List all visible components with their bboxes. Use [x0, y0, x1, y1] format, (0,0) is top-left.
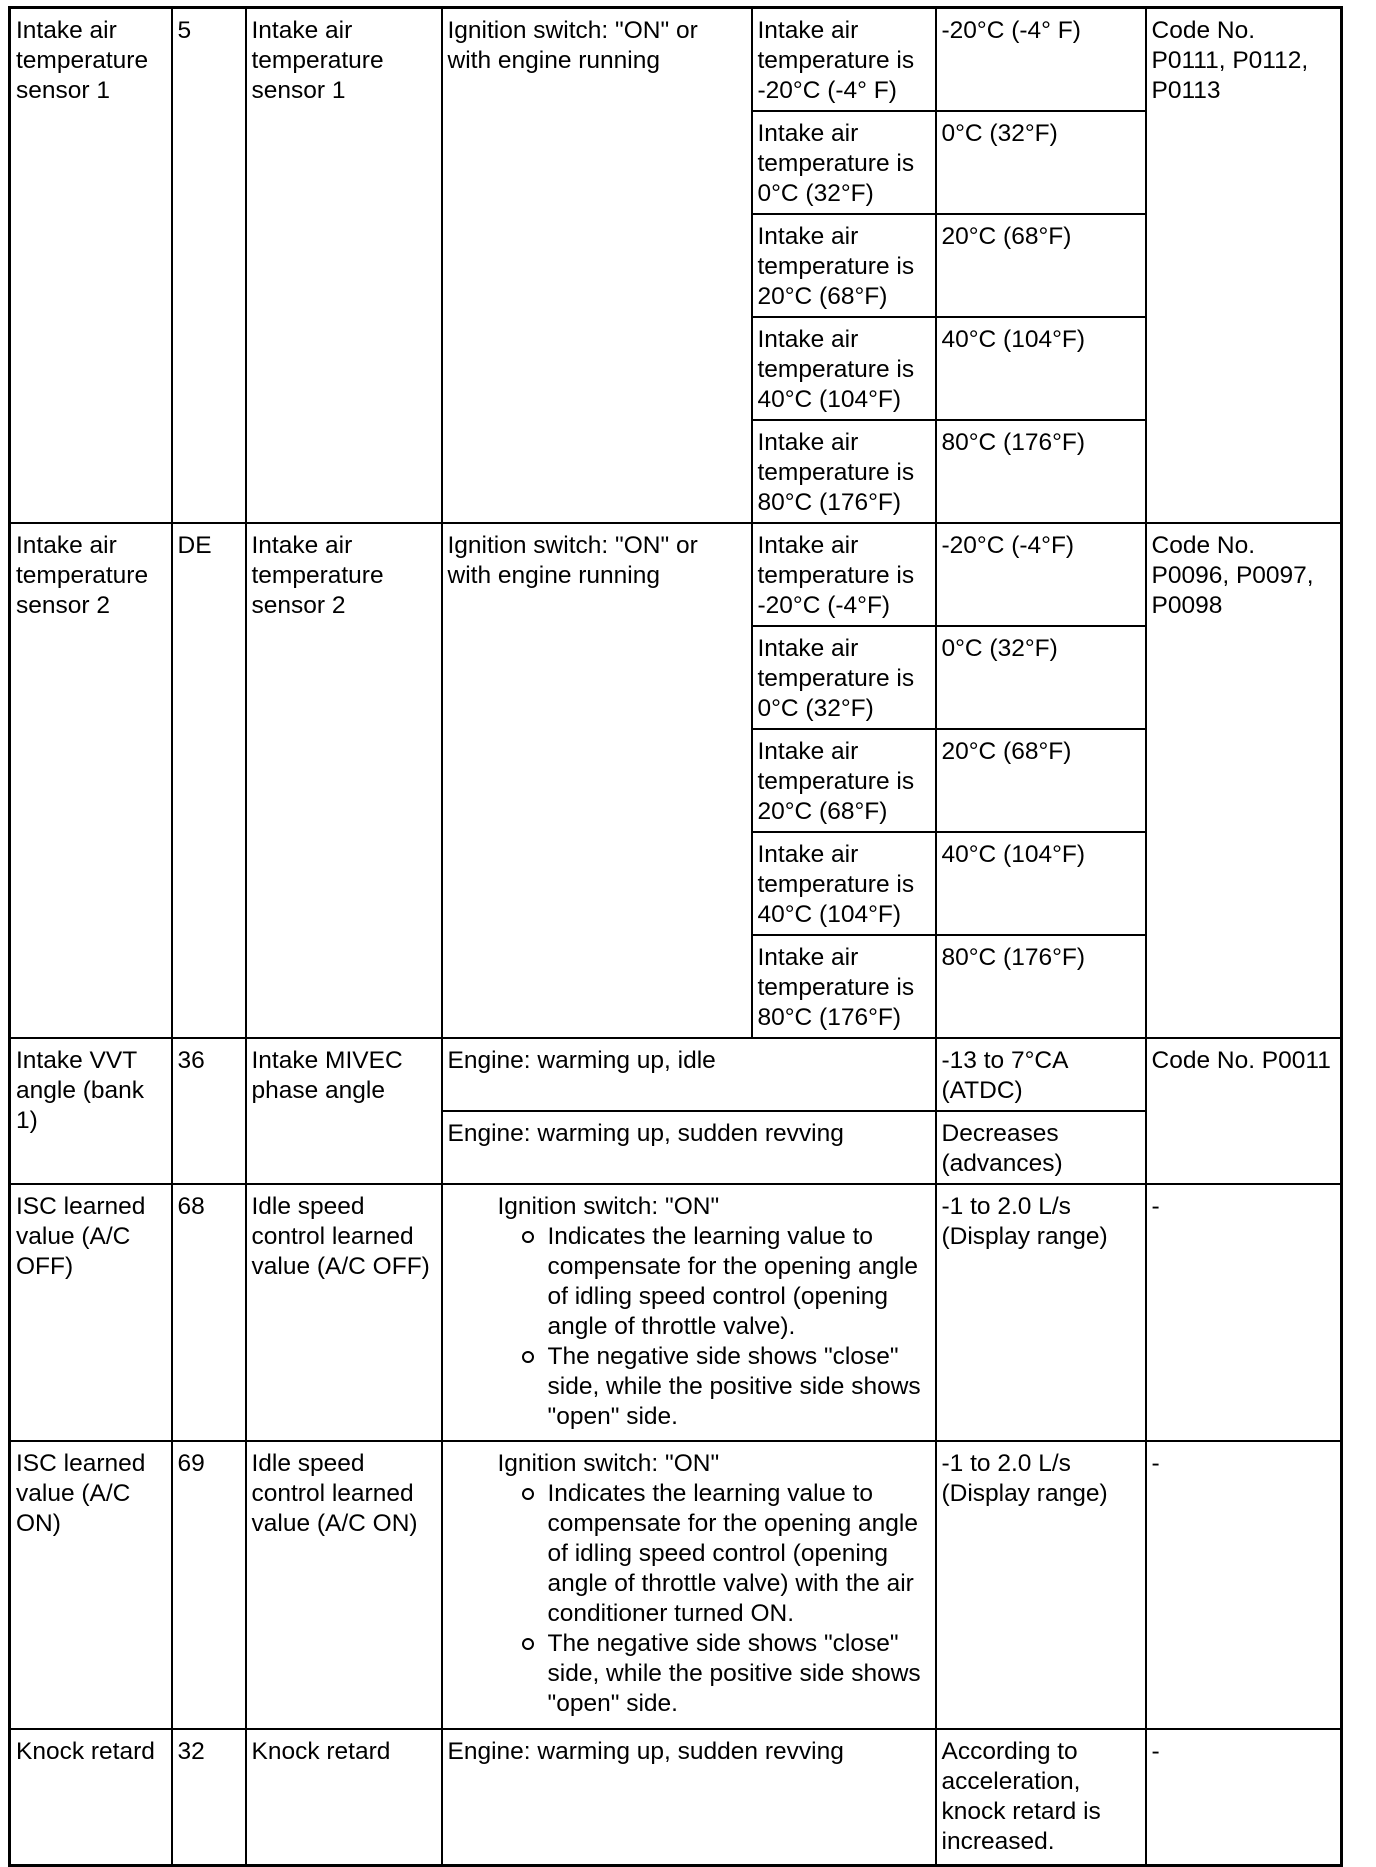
check-condition-cell: Engine: warming up, sudden revving: [442, 1729, 936, 1865]
item-number-cell: 69: [172, 1441, 246, 1729]
item-number-cell: 68: [172, 1184, 246, 1441]
normal-value-cell: 80°C (176°F): [936, 420, 1146, 523]
sub-condition-cell: Intake air temperature is 40°C (104°F): [752, 832, 936, 935]
normal-value-cell: Decreases (advances): [936, 1111, 1146, 1184]
item-cell: ISC learned value (A/C ON): [10, 1441, 172, 1729]
normal-value-cell: 80°C (176°F): [936, 935, 1146, 1038]
bullet-text: Indicates the learning value to compensate for the opening angle of idling speed control (opening angle of throttle valve).: [547, 1223, 918, 1340]
sub-condition-cell: Intake air temperature is 0°C (32°F): [752, 111, 936, 214]
sub-condition-cell: Intake air temperature is -20°C (-4°F): [752, 523, 936, 626]
check-condition-cell: [442, 1441, 936, 1729]
table-row: [10, 1184, 1342, 1441]
reference-cell: -: [1146, 1441, 1342, 1729]
reference-cell: Code No. P0096, P0097, P0098: [1146, 523, 1342, 1038]
list-item: [448, 1222, 930, 1342]
list-item: [448, 1479, 930, 1629]
normal-value-cell: 20°C (68°F): [936, 729, 1146, 832]
condition-intro: Ignition switch: "ON": [497, 1193, 720, 1220]
bullet-text: The negative side shows "close" side, while the positive side shows "open" side.: [547, 1630, 921, 1717]
item-cell: Intake air temperature sensor 1: [10, 8, 172, 524]
condition-intro: Ignition switch: "ON": [497, 1450, 720, 1477]
bullet-circle-icon: [522, 1488, 534, 1500]
condition-bullet-list: [448, 1222, 930, 1432]
check-condition-cell: Ignition switch: "ON" or with engine running: [442, 523, 752, 1038]
normal-value-cell: 20°C (68°F): [936, 214, 1146, 317]
sub-condition-cell: Intake air temperature is 20°C (68°F): [752, 729, 936, 832]
table-row: [10, 8, 1342, 112]
item-name-cell: Knock retard: [246, 1729, 442, 1865]
item-number-cell: 36: [172, 1038, 246, 1184]
normal-value-cell: 40°C (104°F): [936, 832, 1146, 935]
normal-value-cell: 0°C (32°F): [936, 626, 1146, 729]
item-number-cell: 5: [172, 8, 246, 524]
sub-condition-cell: Intake air temperature is 20°C (68°F): [752, 214, 936, 317]
item-number-cell: 32: [172, 1729, 246, 1865]
normal-value-cell: 0°C (32°F): [936, 111, 1146, 214]
sub-condition-cell: Intake air temperature is 0°C (32°F): [752, 626, 936, 729]
item-cell: Intake VVT angle (bank 1): [10, 1038, 172, 1184]
table-row: [10, 523, 1342, 626]
table-row: [10, 1038, 1342, 1111]
table-row: [10, 1729, 1342, 1865]
list-item: [448, 1342, 930, 1432]
check-condition-cell: Engine: warming up, sudden revving: [442, 1111, 936, 1184]
table-row: [10, 1441, 1342, 1729]
bullet-circle-icon: [522, 1351, 534, 1363]
item-name-cell: Intake MIVEC phase angle: [246, 1038, 442, 1184]
bullet-circle-icon: [522, 1638, 534, 1650]
condition-bullet-list: [448, 1479, 930, 1719]
normal-value-cell: 40°C (104°F): [936, 317, 1146, 420]
normal-value-cell: -1 to 2.0 L/s (Display range): [936, 1441, 1146, 1729]
item-cell: Knock retard: [10, 1729, 172, 1865]
normal-value-cell: -20°C (-4° F): [936, 8, 1146, 112]
sub-condition-cell: Intake air temperature is -20°C (-4° F): [752, 8, 936, 112]
item-number-cell: DE: [172, 523, 246, 1038]
reference-cell: Code No. P0011: [1146, 1038, 1342, 1184]
service-data-table: [8, 6, 1343, 1867]
bullet-text: The negative side shows "close" side, while the positive side shows "open" side.: [547, 1343, 921, 1430]
sub-condition-cell: Intake air temperature is 40°C (104°F): [752, 317, 936, 420]
reference-cell: -: [1146, 1184, 1342, 1441]
normal-value-cell: -13 to 7°CA (ATDC): [936, 1038, 1146, 1111]
item-cell: ISC learned value (A/C OFF): [10, 1184, 172, 1441]
check-condition-cell: Engine: warming up, idle: [442, 1038, 936, 1111]
item-name-cell: Idle speed control learned value (A/C OFF): [246, 1184, 442, 1441]
reference-cell: Code No. P0111, P0112, P0113: [1146, 8, 1342, 524]
sub-condition-cell: Intake air temperature is 80°C (176°F): [752, 935, 936, 1038]
sub-condition-cell: Intake air temperature is 80°C (176°F): [752, 420, 936, 523]
bullet-circle-icon: [522, 1231, 534, 1243]
normal-value-cell: -20°C (-4°F): [936, 523, 1146, 626]
check-condition-cell: [442, 1184, 936, 1441]
normal-value-cell: According to acceleration, knock retard is increased.: [936, 1729, 1146, 1865]
item-name-cell: Idle speed control learned value (A/C ON): [246, 1441, 442, 1729]
item-name-cell: Intake air temperature sensor 1: [246, 8, 442, 524]
check-condition-cell: Ignition switch: "ON" or with engine running: [442, 8, 752, 524]
normal-value-cell: -1 to 2.0 L/s (Display range): [936, 1184, 1146, 1441]
reference-cell: -: [1146, 1729, 1342, 1865]
item-cell: Intake air temperature sensor 2: [10, 523, 172, 1038]
item-name-cell: Intake air temperature sensor 2: [246, 523, 442, 1038]
bullet-text: Indicates the learning value to compensate for the opening angle of idling speed control (opening angle of throttle valve) with the air conditioner turned ON.: [547, 1480, 918, 1627]
list-item: [448, 1629, 930, 1719]
